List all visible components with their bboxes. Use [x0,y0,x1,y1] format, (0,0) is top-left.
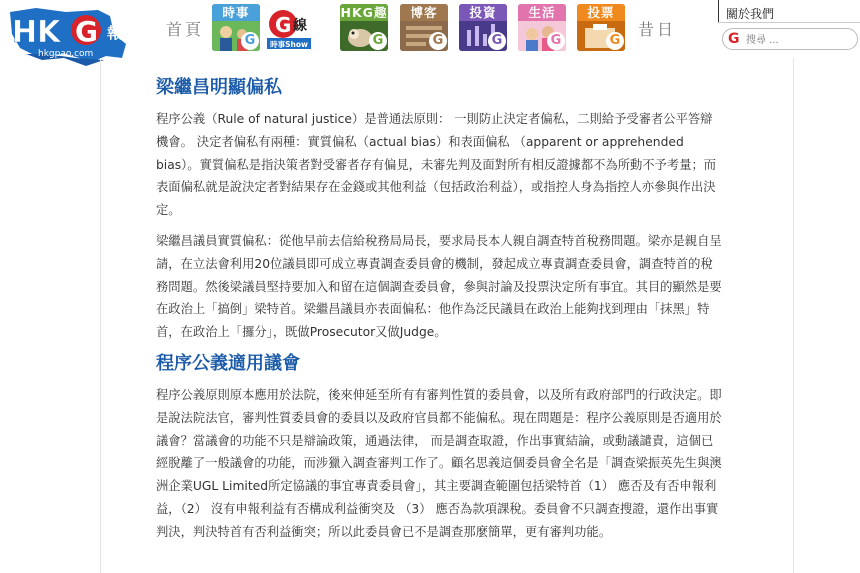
tile-label: 投票 [587,5,615,20]
svg-text:報: 報 [107,24,123,42]
search-box[interactable] [722,28,858,50]
svg-text:HK: HK [12,15,61,50]
svg-text:G: G [275,13,292,37]
g-badge-icon: G [369,32,387,50]
paragraph: 程序公義原則原本應用於法院，後來伸延至所有有審判性質的委員會，以及所有政府部門的行政決定。即是說法院法官，審判性質委員會的委員以及政府官員都不能偏私。現在問題是：程序公義原則是否適用於議會？當議會的功能不只是辯論政策，通過法律， 而是調查取證，作出事實結論，或動議譴責，這個已經脫離了一般議會的功能，而涉獵入調查審判工作了。顧名思義這個委員會全名是「調查梁振英先生與澳洲企業UGL Limited所定協議的事宜專責委員會」，其主要調查範圍包括梁特首（1） 應否及有否申報利益，（2） 沒有申報利益有否構成利益衝突及 （3） 應否為款項課稅。委員會不只調查搜證，還作出事實判決，判決特首有否利益衝突；所以此委員會已不是調查那麼簡單，更有審判功能。 [156,387,722,539]
article-body [156,74,722,552]
tile-blog[interactable] [400,4,448,51]
svg-text:線: 線 [293,18,307,34]
g-line-subtitle: 時事Show [270,40,308,49]
tile-vote[interactable] [577,4,625,51]
g-badge-icon: G [488,32,506,50]
g-badge-icon: G [241,32,259,50]
hkg-logo[interactable] [6,4,134,66]
tile-life[interactable] [518,4,566,51]
tile-label: 時事 [222,5,250,20]
paragraph: 梁繼昌議員實質偏私：從他早前去信給稅務局局長，要求局長本人親自調查特首稅務問題。梁亦是親自呈請，在立法會利用20位議員即可成立專責調查委員會的機制，發起成立專責調查委員會，調查特首的稅務問題。然後梁議員堅持要加入和留在這個調查委員會，參與討論及投票決定所有事宜。其目的顯然是要在政治上「搞倒」梁特首。梁繼昌議員亦表面偏私：他作為泛民議員在政治上能夠找到理由「抹黑」特首，在政治上「攞分」，既做Prosecutor又做Judge。 [156,233,722,340]
google-g-icon: G [728,31,740,47]
tile-label: 生活 [528,5,556,20]
g-badge-icon: G [547,32,565,50]
paragraph: 程序公義（Rule of natural justice）是普通法原則： 一則防止決定者偏私，二則給予受審者公平答辯機會。 決定者偏私有兩種：實質偏私（actual bias）和表面偏私 （apparent or apprehended bias）。實質偏私是指決策者對受審者存有偏見，未審先判及面對所有相反證據都不為所動不予考量；而表面偏私就是說決定者對結果存在金錢或其他利益（包括政治利益），或指控人身為指控人亦參與作出決定。 [156,112,717,218]
tile-g-line[interactable] [265,4,313,51]
svg-text:G: G [75,15,98,48]
section-title-bias: 梁繼昌明顯偏私 [156,77,282,98]
tile-hkg-fun[interactable] [340,4,388,51]
header-rule [718,22,860,23]
g-badge-icon: G [429,32,447,50]
tile-current-affairs[interactable] [212,4,260,51]
tile-label: 博客 [410,5,438,20]
tile-label: 投資 [469,5,497,20]
nav-past-link[interactable]: 昔日 [638,20,677,39]
g-badge-icon: G [606,32,624,50]
logo-url-text: hkgpao.com [38,49,94,59]
search-input[interactable] [746,32,854,48]
site-header [0,0,860,58]
tile-invest[interactable] [459,4,507,51]
section-title-justice: 程序公義適用議會 [156,352,300,374]
tile-label: HKG趣 [340,5,388,20]
about-us-link[interactable]: 關於我們 [726,7,775,21]
nav-home-link[interactable]: 首頁 [166,20,205,39]
header-divider [718,0,719,22]
